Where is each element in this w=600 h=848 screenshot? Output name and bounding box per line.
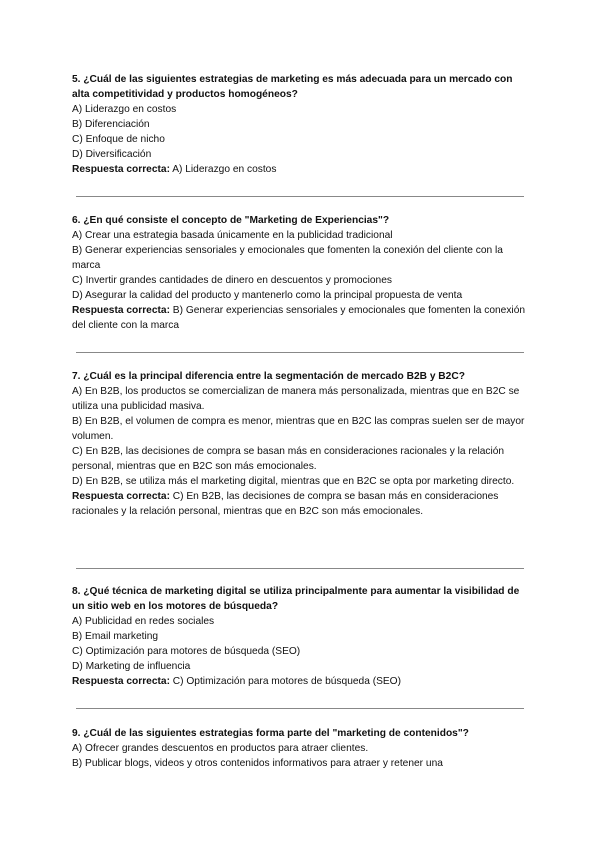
option-b: B) Publicar blogs, videos y otros contenidos informativos para atraer y retener una xyxy=(72,758,443,769)
question-title: 5. ¿Cuál de las siguientes estrategias de marketing es más adecuada para un mercado con alta competitividad y productos homogéneos? xyxy=(72,74,513,100)
option-a: A) En B2B, los productos se comercializan de manera más personalizada, mientras que en B2C se utiliza una publicidad masiva. xyxy=(72,386,520,412)
question-6 xyxy=(72,213,532,333)
question-5 xyxy=(72,72,532,177)
correct-answer xyxy=(72,489,532,519)
answer-text: C) En B2B, las decisiones de compra se basan más en consideraciones racionales y la relación personal, mientras que en B2C son más emocionales. xyxy=(72,491,499,517)
answer-text: C) Optimización para motores de búsqueda (SEO) xyxy=(169,676,401,687)
divider xyxy=(76,708,524,709)
option-b: B) En B2B, el volumen de compra es menor, mientras que en B2C las compras suelen ser de mayor volumen. xyxy=(72,416,525,442)
correct-answer xyxy=(72,162,532,177)
option-a: A) Ofrecer grandes descuentos en productos para atraer clientes. xyxy=(72,743,369,754)
option-d: D) En B2B, se utiliza más el marketing digital, mientras que en B2C se opta por marketing directo. xyxy=(72,476,515,487)
answer-text: B) Generar experiencias sensoriales y emocionales que fomenten la conexión del cliente con la marca xyxy=(72,305,526,331)
option-c: C) Invertir grandes cantidades de dinero en descuentos y promociones xyxy=(72,275,392,286)
question-title: 8. ¿Qué técnica de marketing digital se utiliza principalmente para aumentar la visibilidad de un sitio web en los motores de búsqueda? xyxy=(72,586,520,612)
divider xyxy=(76,196,524,197)
divider xyxy=(76,568,524,569)
answer-label: Respuesta correcta: xyxy=(72,305,170,316)
correct-answer xyxy=(72,303,532,333)
option-d: D) Marketing de influencia xyxy=(72,661,191,672)
option-b: B) Generar experiencias sensoriales y emocionales que fomenten la conexión del cliente con la marca xyxy=(72,245,503,271)
option-b: B) Diferenciación xyxy=(72,119,150,130)
answer-label: Respuesta correcta: xyxy=(72,164,170,175)
option-a: A) Publicidad en redes sociales xyxy=(72,616,215,627)
question-9 xyxy=(72,726,532,771)
option-c: C) Optimización para motores de búsqueda (SEO) xyxy=(72,646,301,657)
answer-label: Respuesta correcta: xyxy=(72,676,170,687)
question-title: 9. ¿Cuál de las siguientes estrategias forma parte del "marketing de contenidos"? xyxy=(72,728,469,739)
option-b: B) Email marketing xyxy=(72,631,159,642)
question-7 xyxy=(72,369,532,519)
option-d: D) Diversificación xyxy=(72,149,152,160)
option-c: C) Enfoque de nicho xyxy=(72,134,165,145)
question-title: 7. ¿Cuál es la principal diferencia entre la segmentación de mercado B2B y B2C? xyxy=(72,371,465,382)
option-a: A) Liderazgo en costos xyxy=(72,104,177,115)
option-d: D) Asegurar la calidad del producto y mantenerlo como la principal propuesta de venta xyxy=(72,290,463,301)
option-c: C) En B2B, las decisiones de compra se basan más en consideraciones racionales y la relación personal, mientras que en B2C son más emocionales. xyxy=(72,446,505,472)
question-8 xyxy=(72,584,532,689)
divider xyxy=(76,352,524,353)
question-title: 6. ¿En qué consiste el concepto de "Marketing de Experiencias"? xyxy=(72,215,390,226)
answer-label: Respuesta correcta: xyxy=(72,491,170,502)
correct-answer xyxy=(72,674,532,689)
option-a: A) Crear una estrategia basada únicamente en la publicidad tradicional xyxy=(72,230,393,241)
answer-text: A) Liderazgo en costos xyxy=(169,164,277,175)
